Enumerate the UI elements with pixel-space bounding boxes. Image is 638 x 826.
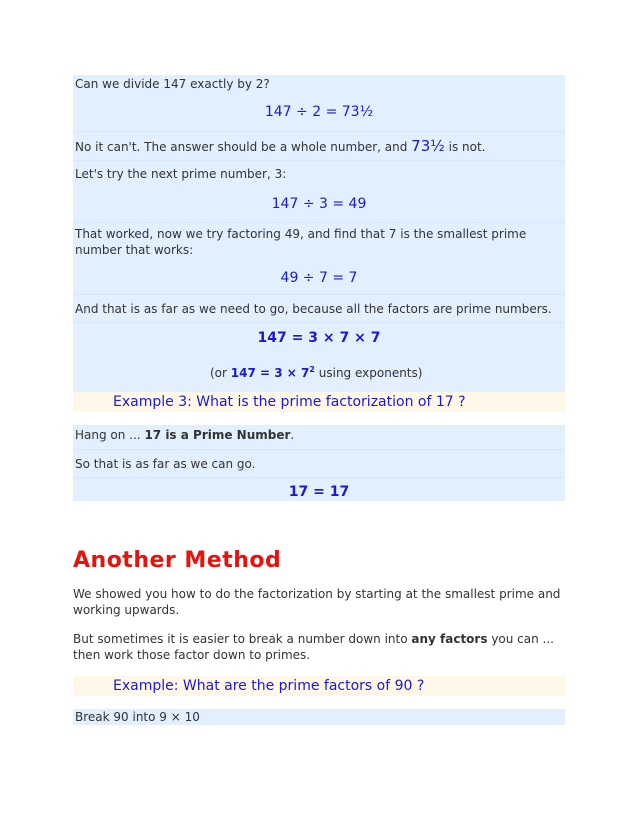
exponent-note-bold: 147 = 3 × 7	[230, 366, 310, 380]
paragraph-any-factors	[73, 631, 565, 663]
as-far-as-text: And that is as far as we need to go, because all the factors are prime numbers.	[75, 302, 552, 316]
result-17: 17 = 17	[288, 484, 350, 500]
any-factors-bold: any factors	[411, 632, 488, 646]
try-prime-3: Let's try the next prime number, 3:	[75, 167, 287, 181]
answer-text-post: is not.	[444, 140, 486, 154]
divider	[73, 222, 565, 223]
divider	[73, 449, 565, 450]
section-heading-another-method: Another Method	[73, 548, 282, 573]
answer-not-whole	[73, 138, 565, 155]
example-3-title: Example 3: What is the prime factorization of 17 ?	[113, 394, 466, 410]
break-90-row: Break 90 into 9 × 10	[73, 709, 565, 725]
any-factors-post: you can ... then work those factor down to primes.	[73, 632, 554, 662]
equation-147-div-3: 147 ÷ 3 = 49	[271, 196, 367, 212]
factoring-49-text: That worked, now we try factoring 49, and find that 7 is the smallest prime number that works:	[75, 227, 527, 257]
any-factors-pre: But sometimes it is easier to break a number down into	[73, 632, 412, 646]
example-3-header	[73, 392, 565, 412]
exponent-note-post: using exponents)	[314, 366, 423, 380]
hang-on-post: .	[290, 428, 295, 442]
example-90-header	[73, 676, 565, 696]
answer-text-pre: No it can't. The answer should be a whole number, and	[75, 140, 412, 154]
exponent-superscript: 2	[309, 365, 315, 374]
equation-147-div-2: 147 ÷ 2 = 73½	[264, 104, 374, 120]
prime-number-bold: 17 is a Prime Number	[144, 428, 291, 442]
question-divide-2: Can we divide 147 exactly by 2?	[75, 77, 270, 91]
divider	[73, 322, 565, 323]
divider	[73, 131, 565, 132]
exponent-note-pre: (or	[210, 366, 231, 380]
result-147: 147 = 3 × 7 × 7	[257, 330, 381, 346]
so-far-text: So that is as far as we can go.	[75, 457, 256, 471]
hang-on-pre: Hang on ...	[75, 428, 145, 442]
exponent-note	[210, 362, 422, 381]
paragraph-smallest-prime: We showed you how to do the factorization by starting at the smallest prime and working upwards.	[73, 587, 561, 617]
answer-fraction: 73½	[411, 137, 445, 155]
equation-49-div-7: 49 ÷ 7 = 7	[280, 270, 358, 286]
divider	[73, 294, 565, 295]
example-90-title: Example: What are the prime factors of 90 ?	[113, 678, 425, 694]
divider	[73, 477, 565, 478]
hang-on-text	[73, 427, 565, 443]
divider	[73, 160, 565, 161]
